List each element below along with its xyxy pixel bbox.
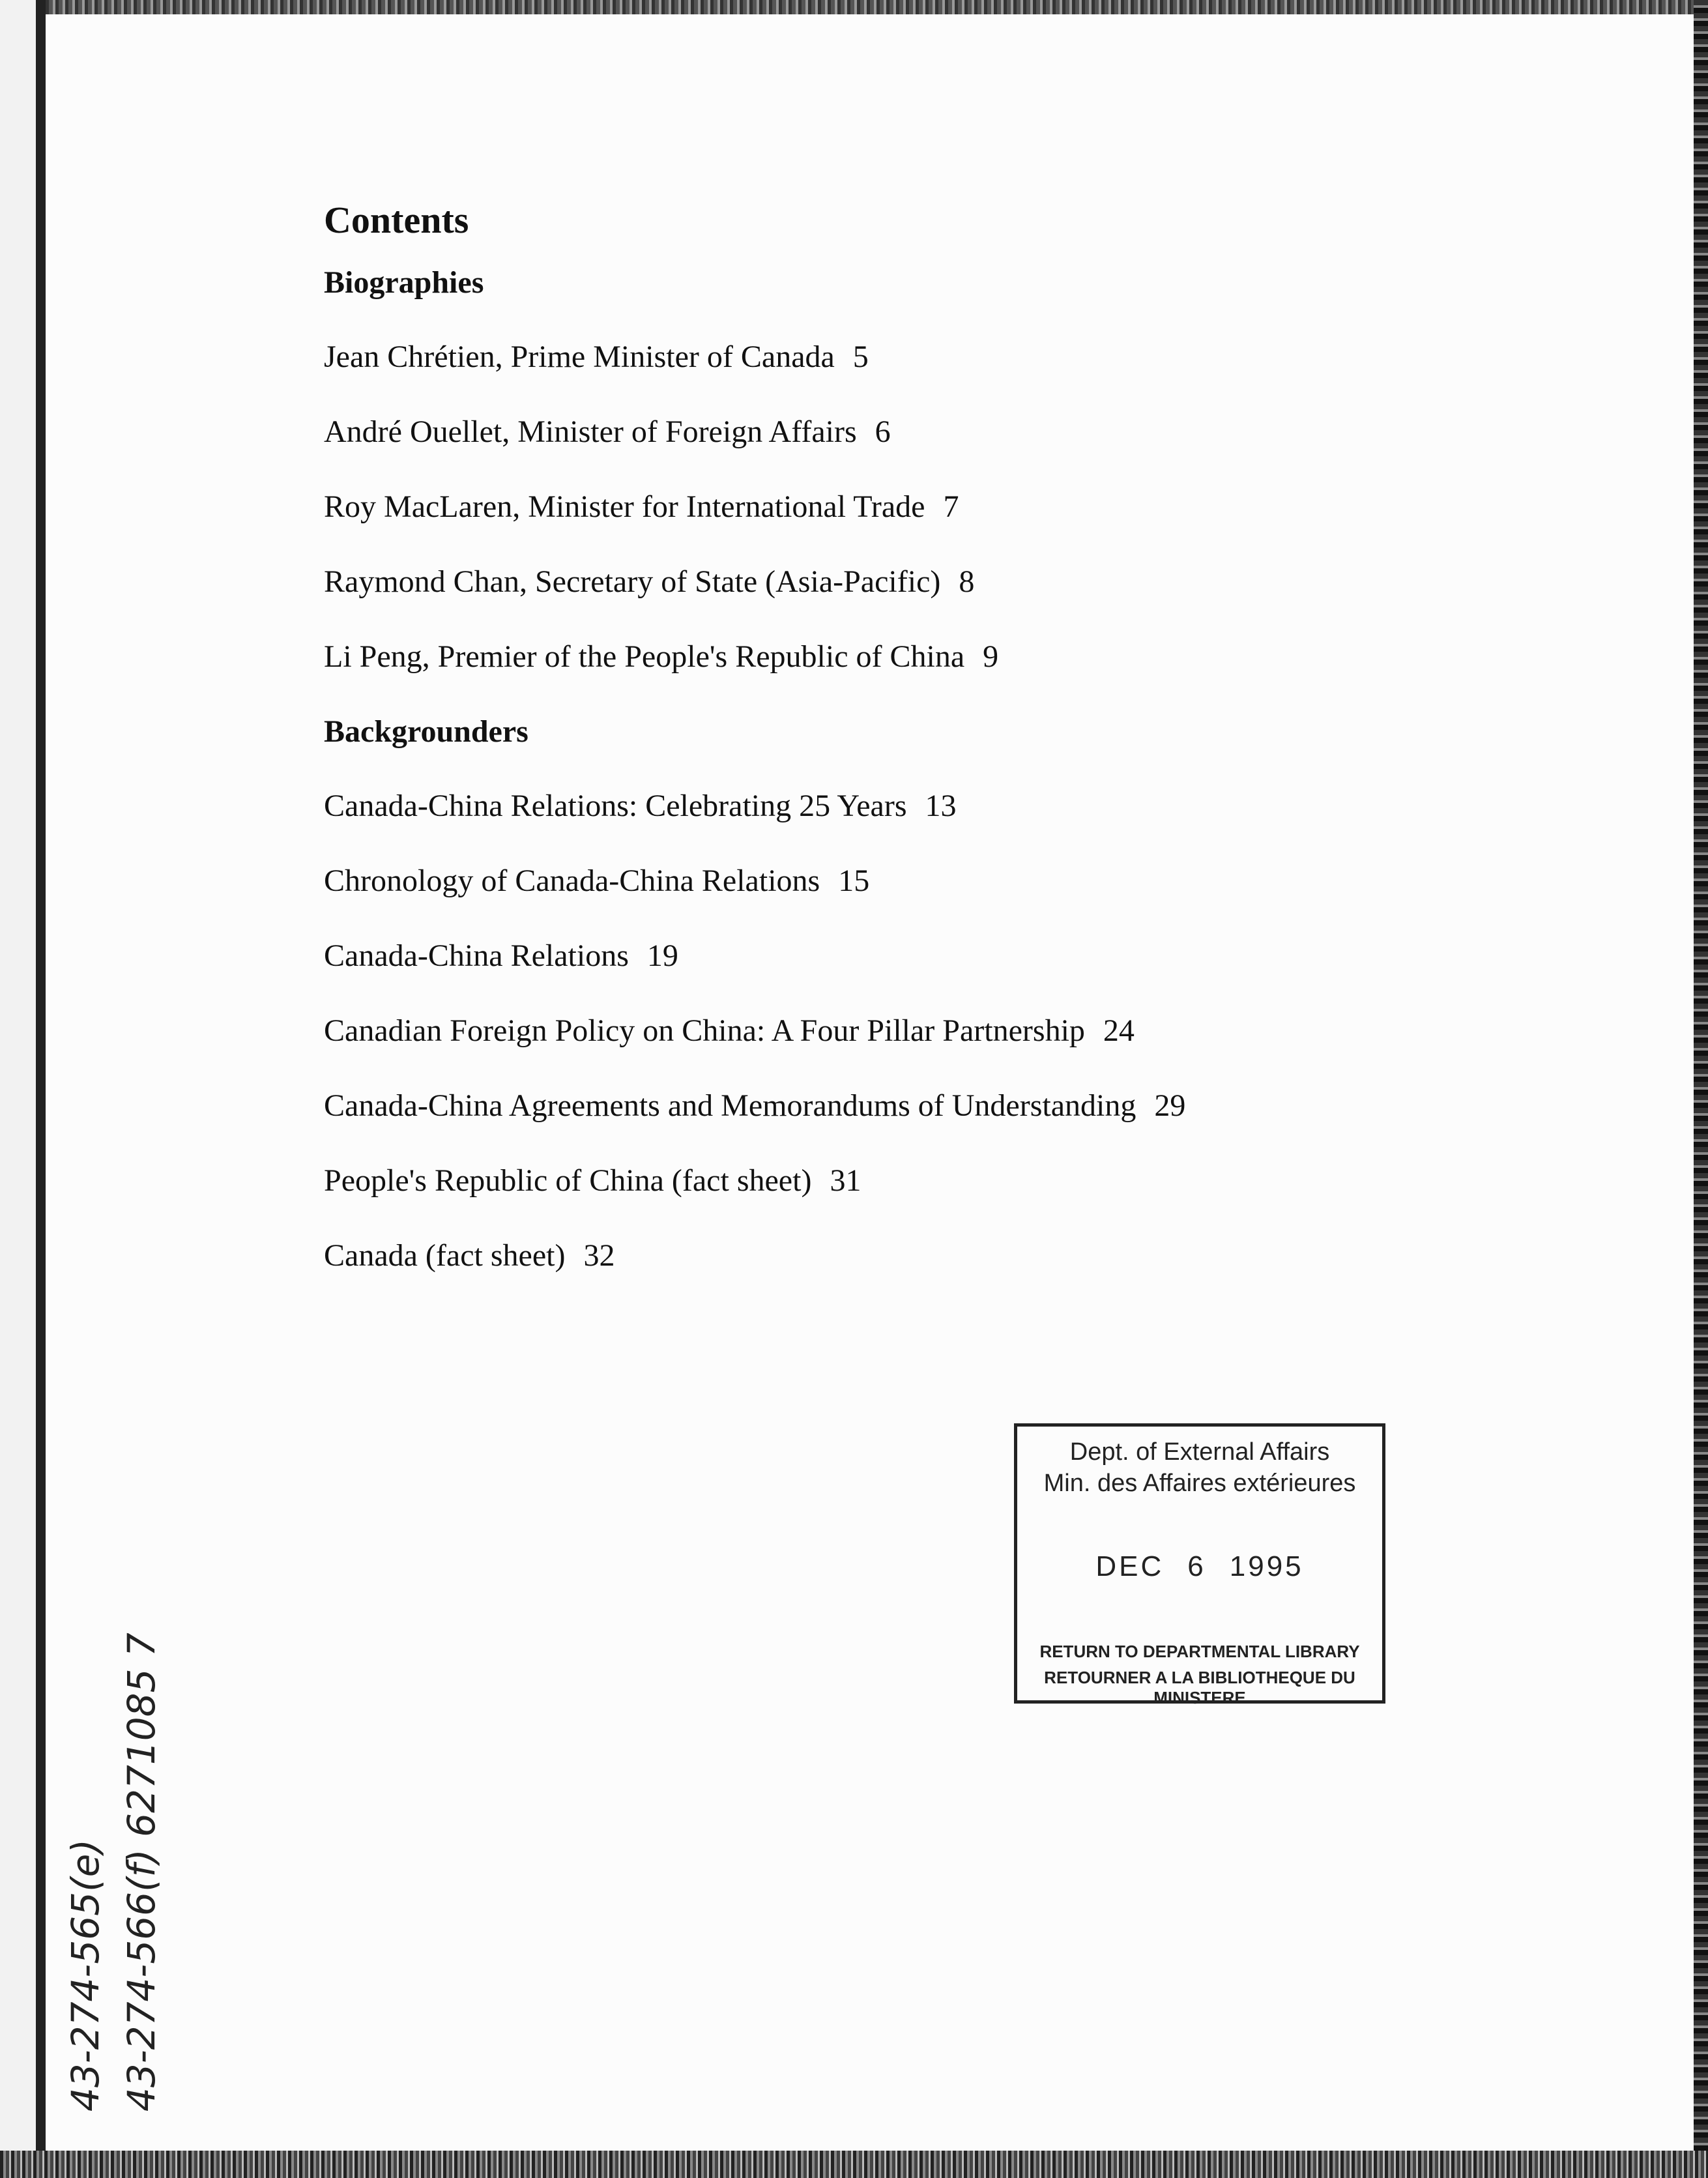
- toc-entry: [324, 551, 1432, 626]
- stamp-date-month: DEC: [1095, 1550, 1165, 1582]
- stamp-return-fr: RETOURNER A LA BIBLIOTHEQUE DU MINISTERE: [1044, 1668, 1355, 1707]
- toc-entry-title: Chronology of Canada-China Relations: [324, 864, 820, 898]
- stamp-return-en: RETURN TO DEPARTMENTAL LIBRARY: [1039, 1642, 1360, 1661]
- toc-entry: [324, 925, 1432, 1000]
- section-heading-backgrounders: Backgrounders: [324, 714, 528, 749]
- toc-entry: [324, 1150, 1432, 1225]
- toc-entry-page: 13: [925, 789, 957, 823]
- handwritten-line-2: 43-274-566(f) 6271085 7: [119, 1633, 164, 2112]
- toc-entry: [324, 850, 1432, 925]
- table-of-contents: [324, 189, 1432, 1300]
- toc-entry: [324, 476, 1432, 551]
- toc-entry-page: 7: [943, 489, 959, 524]
- stamp-date-day: 6: [1187, 1550, 1206, 1582]
- toc-entry-page: 5: [852, 340, 869, 374]
- toc-entry-page: 29: [1154, 1088, 1186, 1123]
- library-received-stamp: [1014, 1423, 1385, 1707]
- handwritten-line-1: 43-274-565(e): [63, 1838, 108, 2112]
- toc-entry: [324, 626, 1432, 701]
- toc-entry-page: 15: [838, 864, 870, 898]
- toc-entry-page: 9: [983, 639, 999, 674]
- scan-edge-bottom: [0, 2151, 1708, 2178]
- toc-entry: [324, 326, 1432, 401]
- stamp-department-en: Dept. of External Affairs: [1069, 1438, 1330, 1466]
- toc-entry-page: 6: [875, 414, 891, 449]
- toc-entry-title: Canada-China Agreements and Memorandums of Understanding: [324, 1088, 1136, 1123]
- toc-entry-title: Canadian Foreign Policy on China: A Four Pillar Partnership: [324, 1013, 1085, 1048]
- toc-entry-page: 31: [830, 1163, 861, 1198]
- toc-entry: [324, 1000, 1432, 1075]
- toc-entry: [324, 1075, 1432, 1150]
- toc-entry-title: Canada-China Relations: Celebrating 25 Years: [324, 789, 907, 823]
- toc-entry-title: Canada (fact sheet): [324, 1238, 566, 1273]
- toc-entry: [324, 401, 1432, 476]
- toc-entry-title: Raymond Chan, Secretary of State (Asia-Pacific): [324, 564, 941, 599]
- toc-entry-page: 32: [583, 1238, 615, 1273]
- stamp-date-year: 1995: [1229, 1550, 1304, 1582]
- toc-entry-title: André Ouellet, Minister of Foreign Affairs: [324, 414, 857, 449]
- toc-entry-page: 8: [959, 564, 975, 599]
- handwritten-reference-numbers: [57, 1633, 188, 2112]
- scan-edge-right: [1694, 0, 1708, 2178]
- stamp-date: [1017, 1550, 1382, 1583]
- contents-title: Contents: [324, 199, 469, 241]
- stamp-department-fr: Min. des Affaires extérieures: [1043, 1470, 1356, 1497]
- toc-entry-page: 19: [646, 938, 678, 973]
- toc-entry: [324, 775, 1432, 850]
- toc-entry: [324, 1225, 1432, 1300]
- scan-edge-left: [0, 0, 46, 2178]
- toc-entry-title: Jean Chrétien, Prime Minister of Canada: [324, 340, 835, 374]
- toc-entry-title: Li Peng, Premier of the People's Republic of China: [324, 639, 965, 674]
- toc-entry-page: 24: [1103, 1013, 1135, 1048]
- toc-entry-title: Roy MacLaren, Minister for International Trade: [324, 489, 925, 524]
- toc-entry-title: People's Republic of China (fact sheet): [324, 1163, 812, 1198]
- scan-edge-top: [0, 0, 1708, 14]
- section-heading-biographies: Biographies: [324, 265, 484, 300]
- toc-entry-title: Canada-China Relations: [324, 938, 629, 973]
